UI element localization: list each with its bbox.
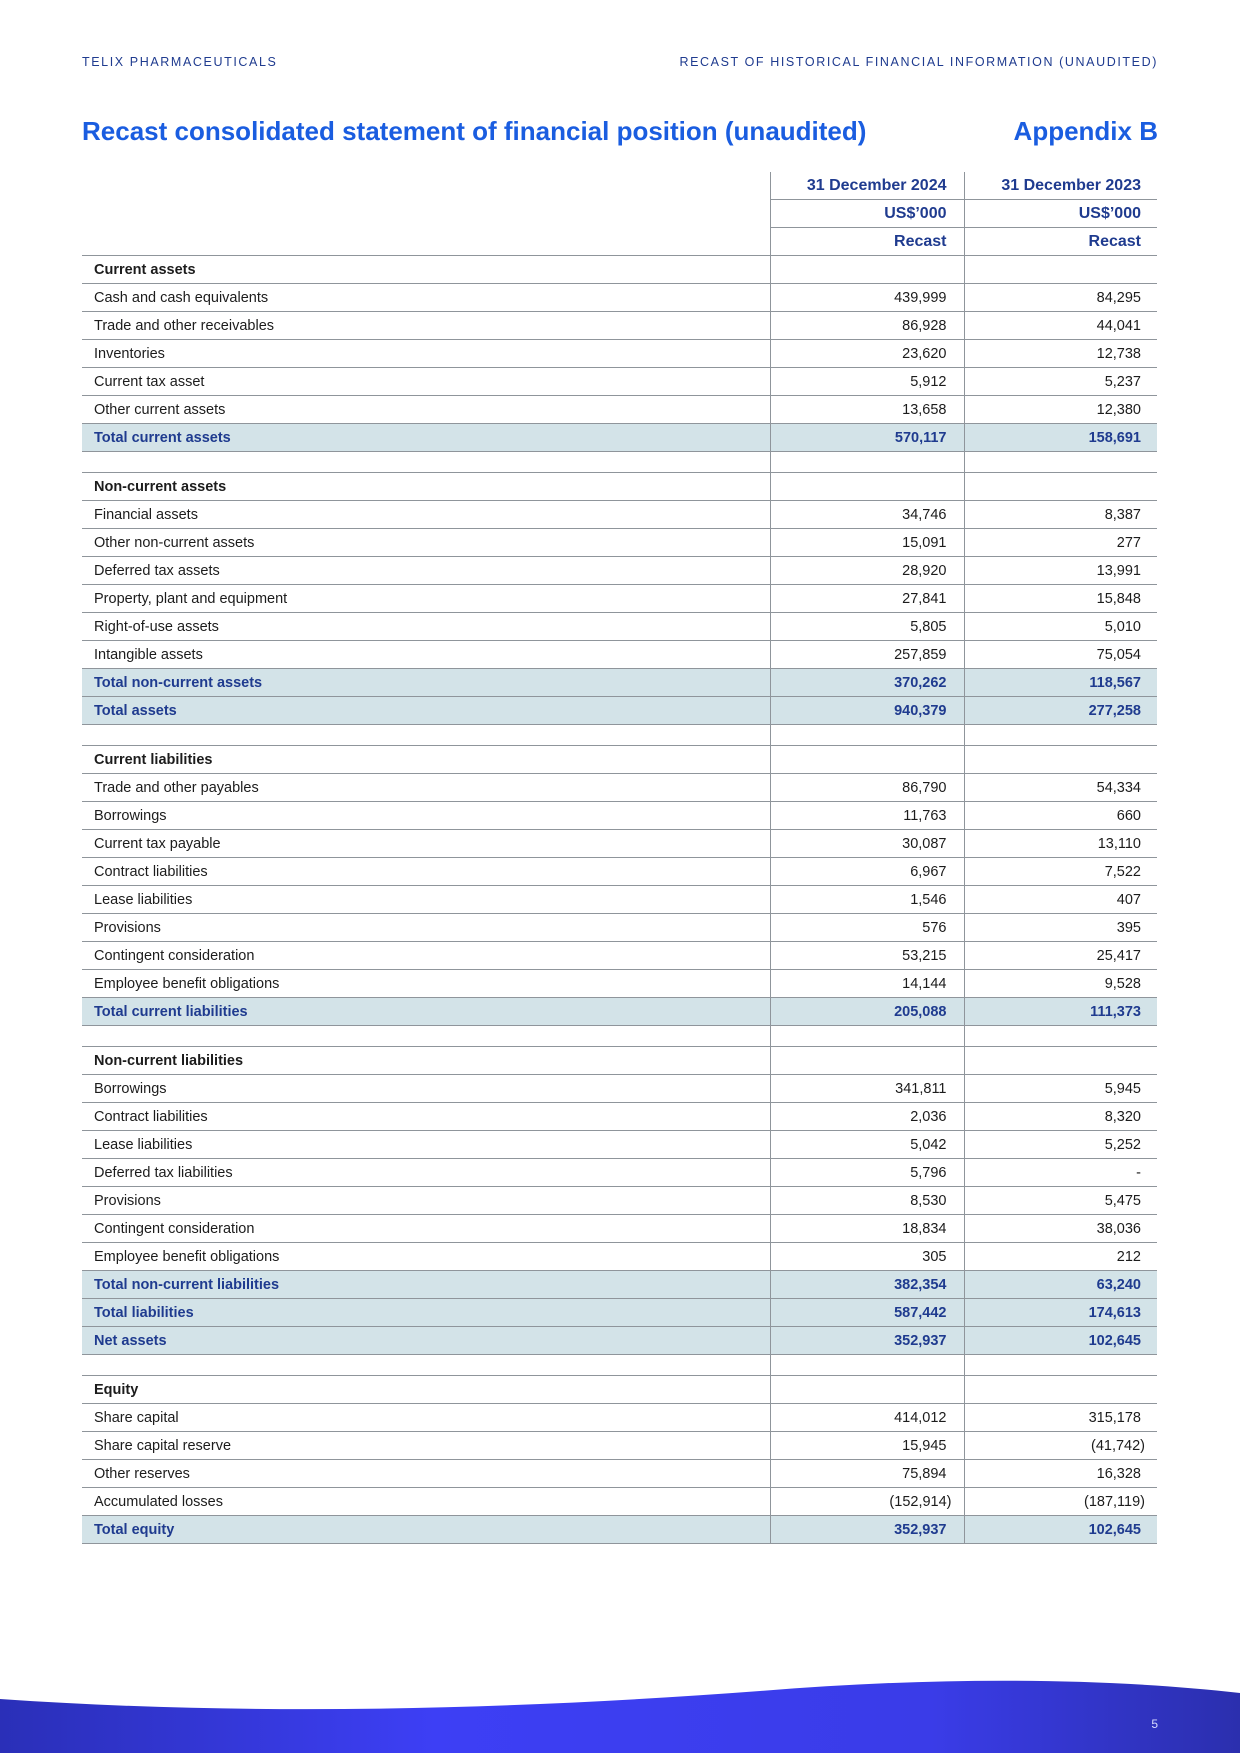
value-2023: 13,110 [964, 830, 1157, 858]
column-header-row [82, 172, 1157, 200]
value-2023: 174,613 [964, 1299, 1157, 1327]
section-heading-row [82, 256, 1157, 284]
value-2024: 11,763 [770, 802, 964, 830]
value-2023: - [964, 1159, 1157, 1187]
value-2024: 5,805 [770, 613, 964, 641]
row-label: Total current liabilities [82, 998, 770, 1026]
value-2023: 7,522 [964, 858, 1157, 886]
row-label: Current assets [82, 256, 770, 284]
value-2023 [964, 1355, 1157, 1376]
value-2024 [770, 256, 964, 284]
value-2023: 8,387 [964, 501, 1157, 529]
value-2024: 14,144 [770, 970, 964, 998]
value-2023: 212 [964, 1243, 1157, 1271]
value-2024: 352,937 [770, 1327, 964, 1355]
value-2024: 53,215 [770, 942, 964, 970]
value-2023 [964, 725, 1157, 746]
value-2023: 5,010 [964, 613, 1157, 641]
value-2023: 8,320 [964, 1103, 1157, 1131]
table-row [82, 1404, 1157, 1432]
row-label: Contract liabilities [82, 858, 770, 886]
value-2023: 111,373 [964, 998, 1157, 1026]
value-2023 [964, 473, 1157, 501]
value-2023: 75,054 [964, 641, 1157, 669]
value-2023: 158,691 [964, 424, 1157, 452]
column-header-row [82, 200, 1157, 228]
table-row [82, 613, 1157, 641]
table-row [82, 340, 1157, 368]
value-2023: 102,645 [964, 1327, 1157, 1355]
table-row [82, 774, 1157, 802]
value-2023: 277 [964, 529, 1157, 557]
table-row [82, 1215, 1157, 1243]
column-header-date-2023: 31 December 2023 [964, 172, 1157, 200]
value-2024: 15,945 [770, 1432, 964, 1460]
row-label: Provisions [82, 1187, 770, 1215]
row-label: Current tax asset [82, 368, 770, 396]
row-label: Net assets [82, 1327, 770, 1355]
value-2023: 16,328 [964, 1460, 1157, 1488]
row-label: Borrowings [82, 802, 770, 830]
value-2024: 86,790 [770, 774, 964, 802]
row-label: Right-of-use assets [82, 613, 770, 641]
table-row [82, 970, 1157, 998]
total-row [82, 1516, 1157, 1544]
total-row [82, 697, 1157, 725]
value-2024: 27,841 [770, 585, 964, 613]
value-2023: 315,178 [964, 1404, 1157, 1432]
table-row [82, 830, 1157, 858]
value-2024: 5,912 [770, 368, 964, 396]
value-2024 [770, 1047, 964, 1075]
value-2024 [770, 452, 964, 473]
value-2024: 570,117 [770, 424, 964, 452]
footer-wave [0, 1673, 1240, 1753]
total-row [82, 424, 1157, 452]
value-2024: 305 [770, 1243, 964, 1271]
total-row [82, 1299, 1157, 1327]
row-label: Contingent consideration [82, 942, 770, 970]
value-2024 [770, 1355, 964, 1376]
header-blank [82, 200, 770, 228]
value-2023 [964, 1026, 1157, 1047]
section-heading-row [82, 1047, 1157, 1075]
running-header-section: RECAST OF HISTORICAL FINANCIAL INFORMATION (UNAUDITED) [679, 55, 1158, 69]
spacer-row [82, 725, 1157, 746]
value-2023 [964, 256, 1157, 284]
row-label: Total equity [82, 1516, 770, 1544]
value-2024 [770, 725, 964, 746]
value-2024: 382,354 [770, 1271, 964, 1299]
value-2023: 38,036 [964, 1215, 1157, 1243]
row-label: Accumulated losses [82, 1488, 770, 1516]
row-label: Total current assets [82, 424, 770, 452]
value-2023: 13,991 [964, 557, 1157, 585]
row-label: Employee benefit obligations [82, 1243, 770, 1271]
table-row [82, 501, 1157, 529]
value-2023 [964, 452, 1157, 473]
value-2024: 34,746 [770, 501, 964, 529]
table-row [82, 1460, 1157, 1488]
row-label: Provisions [82, 914, 770, 942]
value-2024: 23,620 [770, 340, 964, 368]
table-row [82, 1243, 1157, 1271]
row-label: Trade and other payables [82, 774, 770, 802]
value-2023: 118,567 [964, 669, 1157, 697]
value-2023: 5,475 [964, 1187, 1157, 1215]
value-2023: 660 [964, 802, 1157, 830]
row-label: Cash and cash equivalents [82, 284, 770, 312]
row-label [82, 452, 770, 473]
table-row [82, 557, 1157, 585]
row-label: Other reserves [82, 1460, 770, 1488]
row-label: Trade and other receivables [82, 312, 770, 340]
value-2023 [964, 1047, 1157, 1075]
value-2023: 102,645 [964, 1516, 1157, 1544]
row-label: Lease liabilities [82, 1131, 770, 1159]
row-label: Share capital reserve [82, 1432, 770, 1460]
value-2024 [770, 473, 964, 501]
section-heading-row [82, 473, 1157, 501]
table-row [82, 368, 1157, 396]
value-2024: 370,262 [770, 669, 964, 697]
column-header-date-2024: 31 December 2024 [770, 172, 964, 200]
row-label [82, 725, 770, 746]
value-2024 [770, 746, 964, 774]
value-2024: 587,442 [770, 1299, 964, 1327]
row-label: Other non-current assets [82, 529, 770, 557]
value-2024: 341,811 [770, 1075, 964, 1103]
value-2024: 6,967 [770, 858, 964, 886]
table-row [82, 1159, 1157, 1187]
financial-position-table [82, 172, 1157, 1544]
value-2023: 12,738 [964, 340, 1157, 368]
row-label: Other current assets [82, 396, 770, 424]
value-2024: 2,036 [770, 1103, 964, 1131]
value-2024: 5,042 [770, 1131, 964, 1159]
row-label: Intangible assets [82, 641, 770, 669]
value-2024: 257,859 [770, 641, 964, 669]
value-2024: 576 [770, 914, 964, 942]
table-row [82, 284, 1157, 312]
table-row [82, 1131, 1157, 1159]
row-label: Lease liabilities [82, 886, 770, 914]
value-2023: 277,258 [964, 697, 1157, 725]
value-2024: 15,091 [770, 529, 964, 557]
row-label: Employee benefit obligations [82, 970, 770, 998]
row-label: Non-current liabilities [82, 1047, 770, 1075]
value-2024: 940,379 [770, 697, 964, 725]
page-title: Recast consolidated statement of financial position (unaudited) [82, 116, 867, 146]
value-2023: 15,848 [964, 585, 1157, 613]
value-2023: 84,295 [964, 284, 1157, 312]
row-label: Equity [82, 1376, 770, 1404]
table-row [82, 312, 1157, 340]
value-2024: 439,999 [770, 284, 964, 312]
value-2023: 12,380 [964, 396, 1157, 424]
column-header-unit-2023: US$’000 [964, 200, 1157, 228]
total-row [82, 1327, 1157, 1355]
row-label: Property, plant and equipment [82, 585, 770, 613]
table-row [82, 886, 1157, 914]
column-header-unit-2024: US$’000 [770, 200, 964, 228]
value-2024: 75,894 [770, 1460, 964, 1488]
value-2023 [964, 1376, 1157, 1404]
value-2024: 18,834 [770, 1215, 964, 1243]
value-2023: 44,041 [964, 312, 1157, 340]
table-row [82, 1488, 1157, 1516]
row-label: Inventories [82, 340, 770, 368]
row-label [82, 1026, 770, 1047]
value-2023: (187,119) [964, 1488, 1157, 1516]
value-2023: 9,528 [964, 970, 1157, 998]
value-2024: 205,088 [770, 998, 964, 1026]
row-label: Total assets [82, 697, 770, 725]
value-2024: 8,530 [770, 1187, 964, 1215]
table-row [82, 1103, 1157, 1131]
table-row [82, 1075, 1157, 1103]
value-2024: 30,087 [770, 830, 964, 858]
row-label: Share capital [82, 1404, 770, 1432]
value-2024: 86,928 [770, 312, 964, 340]
table-row [82, 529, 1157, 557]
value-2024: 414,012 [770, 1404, 964, 1432]
value-2023: 395 [964, 914, 1157, 942]
total-row [82, 998, 1157, 1026]
value-2024: (152,914) [770, 1488, 964, 1516]
value-2024: 1,546 [770, 886, 964, 914]
table-row [82, 802, 1157, 830]
row-label: Financial assets [82, 501, 770, 529]
running-header-company: TELIX PHARMACEUTICALS [82, 55, 278, 69]
value-2023: (41,742) [964, 1432, 1157, 1460]
table-row [82, 396, 1157, 424]
header-blank [82, 228, 770, 256]
value-2023: 5,237 [964, 368, 1157, 396]
table-row [82, 1432, 1157, 1460]
row-label: Total liabilities [82, 1299, 770, 1327]
row-label: Contingent consideration [82, 1215, 770, 1243]
table-row [82, 942, 1157, 970]
row-label: Total non-current liabilities [82, 1271, 770, 1299]
table-row [82, 1187, 1157, 1215]
value-2023: 63,240 [964, 1271, 1157, 1299]
table-row [82, 641, 1157, 669]
row-label: Deferred tax assets [82, 557, 770, 585]
row-label: Current tax payable [82, 830, 770, 858]
column-header-note-2023: Recast [964, 228, 1157, 256]
spacer-row [82, 1026, 1157, 1047]
table-row [82, 858, 1157, 886]
value-2024: 352,937 [770, 1516, 964, 1544]
spacer-row [82, 1355, 1157, 1376]
value-2023: 25,417 [964, 942, 1157, 970]
value-2024: 28,920 [770, 557, 964, 585]
value-2023: 407 [964, 886, 1157, 914]
appendix-label: Appendix B [1013, 116, 1158, 146]
column-header-note-2024: Recast [770, 228, 964, 256]
value-2023: 5,252 [964, 1131, 1157, 1159]
row-label: Current liabilities [82, 746, 770, 774]
value-2024 [770, 1376, 964, 1404]
value-2023: 54,334 [964, 774, 1157, 802]
value-2023 [964, 746, 1157, 774]
table-row [82, 585, 1157, 613]
value-2023: 5,945 [964, 1075, 1157, 1103]
row-label: Non-current assets [82, 473, 770, 501]
value-2024: 13,658 [770, 396, 964, 424]
row-label [82, 1355, 770, 1376]
row-label: Total non-current assets [82, 669, 770, 697]
value-2024 [770, 1026, 964, 1047]
table-row [82, 914, 1157, 942]
row-label: Contract liabilities [82, 1103, 770, 1131]
row-label: Borrowings [82, 1075, 770, 1103]
row-label: Deferred tax liabilities [82, 1159, 770, 1187]
total-row [82, 669, 1157, 697]
page-number: 5 [1151, 1717, 1158, 1731]
header-blank [82, 172, 770, 200]
spacer-row [82, 452, 1157, 473]
total-row [82, 1271, 1157, 1299]
section-heading-row [82, 1376, 1157, 1404]
column-header-row [82, 228, 1157, 256]
section-heading-row [82, 746, 1157, 774]
table-body [82, 172, 1157, 1544]
value-2024: 5,796 [770, 1159, 964, 1187]
